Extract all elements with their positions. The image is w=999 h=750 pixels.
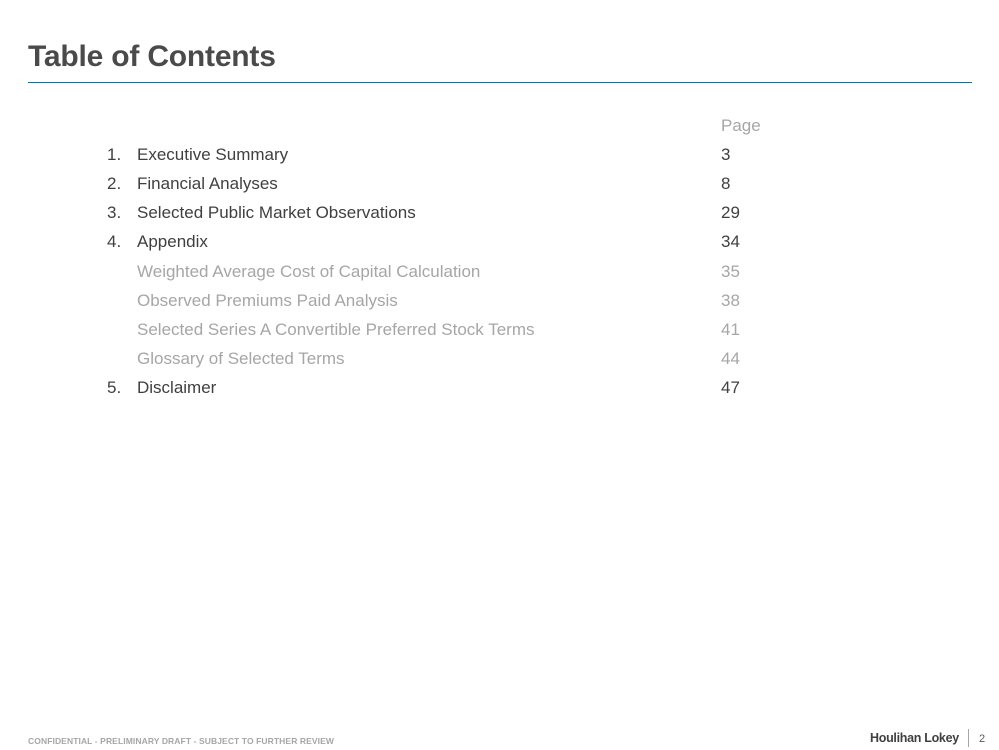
toc-entry-label: Appendix [137, 232, 208, 251]
toc-entry-number: 1. [107, 145, 122, 164]
toc-subentry-page: 44 [721, 349, 740, 368]
toc-subentry-premiums-paid[interactable] [0, 291, 999, 315]
toc-entry-page: 47 [721, 378, 740, 397]
confidentiality-notice: CONFIDENTIAL - PRELIMINARY DRAFT - SUBJECT TO FURTHER REVIEW [28, 736, 335, 746]
toc-entry-number: 2. [107, 174, 122, 193]
toc-entry-label: Financial Analyses [137, 174, 278, 193]
toc-entry-number: 4. [107, 232, 122, 251]
toc-entry-financial-analyses[interactable] [0, 174, 999, 198]
toc-entry-page: 3 [721, 145, 731, 164]
title-underline-divider [28, 82, 972, 83]
toc-entry-number: 5. [107, 378, 122, 397]
toc-subentry-label: Observed Premiums Paid Analysis [137, 291, 398, 310]
toc-subentry-page: 35 [721, 262, 740, 281]
toc-entry-page: 34 [721, 232, 740, 251]
toc-entry-appendix[interactable] [0, 232, 999, 256]
toc-subentry-label: Selected Series A Convertible Preferred Stock Terms [137, 320, 535, 339]
toc-entry-number: 3. [107, 203, 122, 222]
footer-divider [968, 729, 969, 747]
toc-entry-page: 8 [721, 174, 731, 193]
brand-logo: Houlihan Lokey [870, 731, 959, 745]
toc-entry-public-market-observations[interactable] [0, 203, 999, 227]
toc-entry-label: Selected Public Market Observations [137, 203, 416, 222]
page-column-header: Page [721, 116, 761, 135]
page-number: 2 [979, 733, 986, 745]
toc-entry-executive-summary[interactable] [0, 145, 999, 169]
toc-subentry-page: 38 [721, 291, 740, 310]
toc-subentry-page: 41 [721, 320, 740, 339]
toc-subentry-glossary[interactable] [0, 349, 999, 373]
page-title: Table of Contents [28, 40, 276, 73]
toc-subentry-series-a-terms[interactable] [0, 320, 999, 344]
toc-entry-label: Disclaimer [137, 378, 217, 397]
toc-subentry-wacc-calculation[interactable] [0, 262, 999, 286]
toc-entry-disclaimer[interactable] [0, 378, 999, 402]
toc-subentry-label: Weighted Average Cost of Capital Calculation [137, 262, 481, 281]
toc-subentry-label: Glossary of Selected Terms [137, 349, 345, 368]
toc-entry-page: 29 [721, 203, 740, 222]
toc-entry-label: Executive Summary [137, 145, 289, 164]
